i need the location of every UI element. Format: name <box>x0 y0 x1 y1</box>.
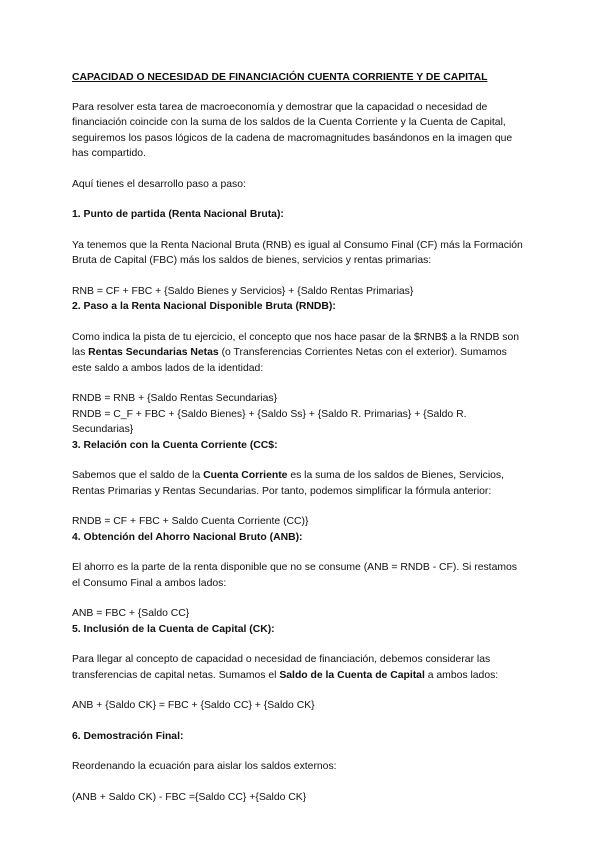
intro-paragraph-2: Aquí tienes el desarrollo paso a paso: <box>72 178 246 190</box>
intro-paragraph: Para resolver esta tarea de macroeconomía y demostrar que la capacidad o necesidad de financiación coincide con la suma de los saldos de la Cuenta Corriente y la Cuenta de Capital, seguiremos los pasos lógicos de la cadena de macromagnitudes basándonos en la imagen que has compartido. <box>72 101 513 159</box>
section-4-formula: ANB = FBC + {Saldo CC} <box>72 608 190 619</box>
section-5-text <box>72 652 524 683</box>
section-5-text-a: Para llegar al concepto de capacidad o necesidad de financiación, debemos considerar las transferencias de capital netas. Sumamos el <box>72 654 491 681</box>
section-4-heading: 4. Obtención del Ahorro Nacional Bruto (ANB): <box>72 531 303 543</box>
section-3-text-a: Sabemos que el saldo de la <box>72 470 204 481</box>
section-5-text-bold: Saldo de la Cuenta de Capital <box>279 669 425 681</box>
document-title: CAPACIDAD O NECESIDAD DE FINANCIACIÓN CUENTA CORRIENTE Y DE CAPITAL <box>72 72 488 83</box>
section-6-formula: (ANB + Saldo CK) - FBC ={Saldo CC} +{Saldo CK} <box>72 791 307 803</box>
section-2-formula-2: RNDB = C_F + FBC + {Saldo Bienes} + {Saldo Ss} + {Saldo R. Primarias} + {Saldo R. Secundarias} <box>72 408 467 435</box>
section-3-text <box>72 468 524 499</box>
section-5-text-c: a ambos lados: <box>424 669 499 681</box>
section-1-heading: 1. Punto de partida (Renta Nacional Bruta): <box>72 209 284 220</box>
section-2-text-c: (o Transferencias Corrientes Netas con el exterior). Sumamos este saldo a ambos lados de la identidad: <box>72 347 507 374</box>
section-1-formula: RNB = CF + FBC + {Saldo Bienes y Servicios} + {Saldo Rentas Primarias} <box>72 285 414 297</box>
section-3-text-c: es la suma de los saldos de Bienes, Servicios, Rentas Primarias y Rentas Secundarias. Por tanto, podemos simplificar la fórmula anterior: <box>72 470 505 497</box>
section-2-formula-1: RNDB = RNB + {Saldo Rentas Secundarias} <box>72 393 278 404</box>
section-2-text <box>72 330 524 377</box>
section-3-formula: RNDB = CF + FBC + Saldo Cuenta Corriente (CC)} <box>72 516 309 527</box>
section-5-heading: 5. Inclusión de la Cuenta de Capital (CK): <box>72 623 275 635</box>
section-2-heading: 2. Paso a la Renta Nacional Disponible Bruta (RNDB): <box>72 301 336 312</box>
section-3-text-bold: Cuenta Corriente <box>203 470 288 481</box>
section-5-formula: ANB + {Saldo CK} = FBC + {Saldo CC} + {Saldo CK} <box>72 700 315 711</box>
section-1-text: Ya tenemos que la Renta Nacional Bruta (RNB) es igual al Consumo Final (CF) más la Formación Bruta de Capital (FBC) más los saldos de bienes, servicios y rentas primarias: <box>72 239 523 266</box>
section-3-heading: 3. Relación con la Cuenta Corriente (CC$: <box>72 439 278 451</box>
section-4-text: El ahorro es la parte de la renta disponible que no se consume (ANB = RNDB - CF). Si restamos el Consumo Final a ambos lados: <box>72 562 517 589</box>
section-2-text-a: Como indica la pista de tu ejercicio, el concepto que nos hace pasar de la $RNB$ a la RNDB son las <box>72 331 520 358</box>
section-6-text: Reordenando la ecuación para aislar los saldos externos: <box>72 761 337 772</box>
section-6-heading: 6. Demostración Final: <box>72 730 184 742</box>
section-2-text-bold: Rentas Secundarias Netas <box>88 347 219 358</box>
